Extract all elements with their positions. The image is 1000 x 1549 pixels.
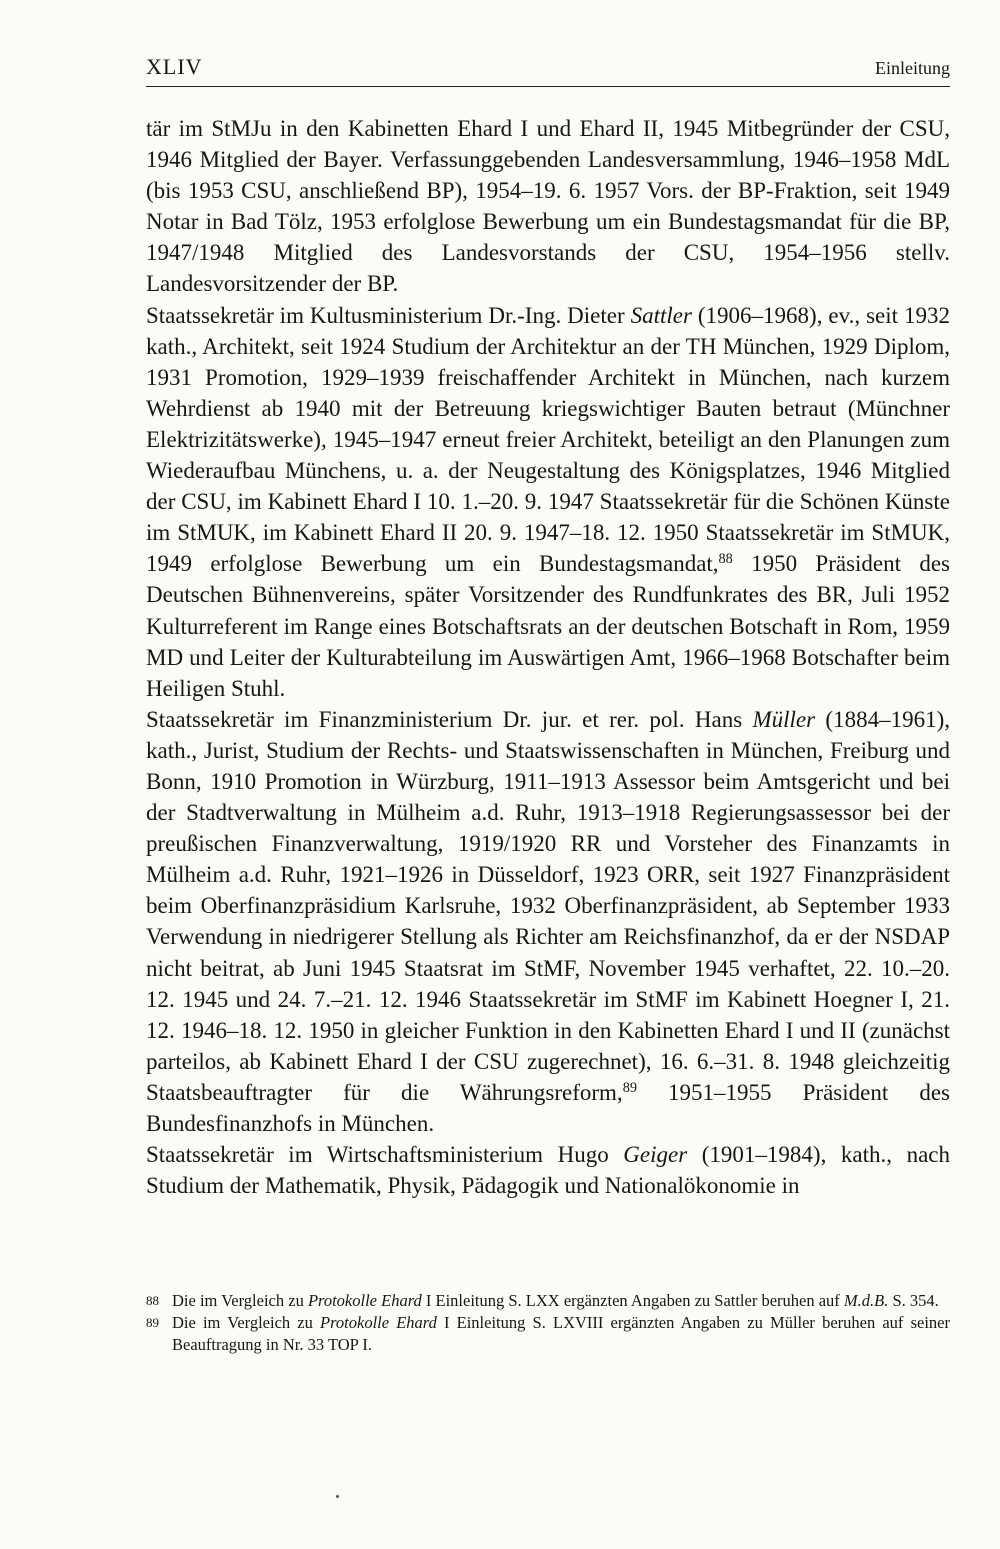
page-number: XLIV (146, 54, 203, 79)
footnote-ref-89[interactable]: 89 (622, 1080, 637, 1097)
paragraph-geiger: Staatssekretär im Wirtschaftsministerium Hugo Geiger (1901–1984), kath., nach Studium der Mathematik, Physik, Pädagogik und Nationalökonomie in (146, 1142, 951, 1199)
header-rule (146, 86, 950, 87)
scan-speck (336, 1495, 339, 1498)
person-name-mueller: Müller (752, 706, 816, 732)
footnote-89: 89 Die im Vergleich zu Protokolle Ehard I Einleitung S. LXVIII ergänzten Angaben zu Müller beruhen auf seiner Beauftragung in Nr. 33 TOP I. (146, 1313, 950, 1354)
paragraph-ministry-justice: tär im StMJu in den Kabinetten Ehard I und Ehard II, 1945 Mitbegründer der CSU, 1946 Mitglied der Bayer. Verfassunggebenden Landesversammlung, 1946–1958 MdL (bis 1953 CSU, anschließend BP), 1954–19. 6. 1957 Vors. der BP-Fraktion, seit 1949 Notar in Bad Tölz, 1953 erfolglose Bewerbung um ein Bundestagsmandat für die BP, 1947/1948 Mitglied des Landesvorstands der CSU, 1954–1956 stellv. Landesvorsitzender der BP. (146, 116, 950, 297)
footnote-ref-88[interactable]: 88 (718, 551, 733, 568)
person-name-geiger: Geiger (623, 1142, 688, 1168)
page-header (146, 54, 950, 84)
main-text (146, 113, 950, 1201)
paragraph-mueller: Staatssekretär im Finanzministerium Dr. jur. et rer. pol. Hans Müller (1884–1961), kath., Jurist, Studium der Rechts- und Staatswissenschaften in München, Freiburg und Bonn, 1910 Promotion in Würzburg, 1911–1913 Assessor beim Amtsgericht und bei der Stadtverwaltung in Mülheim a.d. Ruhr, 1913–1918 Regierungsassessor bei der preußischen Finanzverwaltung, 1919/1920 RR und Vorsteher des Finanzamts in Mülheim a.d. Ruhr, 1921–1926 in Düsseldorf, 1923 ORR, seit 1927 Finanzpräsident beim Oberfinanzpräsidium Karlsruhe, 1932 Oberfinanzpräsident, ab September 1933 Verwendung in niedrigerer Stellung als Richter am Reichsfinanzhof, da er der NSDAP nicht beitrat, ab Juni 1945 Staatsrat im StMF, November 1945 verhaftet, 22. 10.–20. 12. 1945 und 24. 7.–21. 12. 1946 Staatssekretär im StMF im Kabinett Hoegner I, 21. 12. 1946–18. 12. 1950 in gleicher Funktion in den Kabinetten Ehard I und II (zunächst parteilos, ab Kabinett Ehard I der CSU zugerechnet), 16. 6.–31. 8. 1948 gleichzeitig Staatsbeauftragter für die Währungsreform,$^{89}$ 1951–1955 Präsident des Bundesfinanzhofs in München. (146, 706, 950, 1136)
footnote-number: 89 (146, 1315, 159, 1330)
footnotes (146, 1290, 950, 1356)
running-title: Einleitung (875, 58, 950, 78)
person-name-sattler: Sattler (630, 302, 692, 328)
footnote-number: 88 (146, 1293, 159, 1308)
footnote-88: 88 Die im Vergleich zu Protokolle Ehard I Einleitung S. LXX ergänzten Angaben zu Sattler beruhen auf M.d.B. S. 354. (146, 1291, 939, 1310)
paragraph-sattler: Staatssekretär im Kultusministerium Dr.-Ing. Dieter Sattler (1906–1968), ev., seit 1932 kath., Architekt, seit 1924 Studium der Architektur an der TH München, 1929 Diplom, 1931 Promotion, 1929–1939 freischaffender Architekt in München, nach kurzem Wehrdienst ab 1940 mit der Betreuung kriegswichtiger Bauten betraut (Münchner Elektrizitätswerke), 1945–1947 erneut freier Architekt, beteiligt an den Planungen zum Wiederaufbau Münchens, u. a. der Neugestaltung des Königsplatzes, 1946 Mitglied der CSU, im Kabinett Ehard I 10. 1.–20. 9. 1947 Staatssekretär für die Schönen Künste im StMUK, im Kabinett Ehard II 20. 9. 1947–18. 12. 1950 Staatssekretär im StMUK, 1949 erfolglose Bewerbung um ein Bundestagsmandat,$^{88}$ 1950 Präsident des Deutschen Bühnenvereins, später Vorsitzender des Rundfunkrates des BR, Juli 1952 Kulturreferent im Range eines Botschaftsrats an der deutschen Botschaft in Rom, 1959 MD und Leiter der Kulturabteilung im Auswärtigen Amt, 1966–1968 Botschafter beim Heiligen Stuhl. (146, 302, 950, 701)
